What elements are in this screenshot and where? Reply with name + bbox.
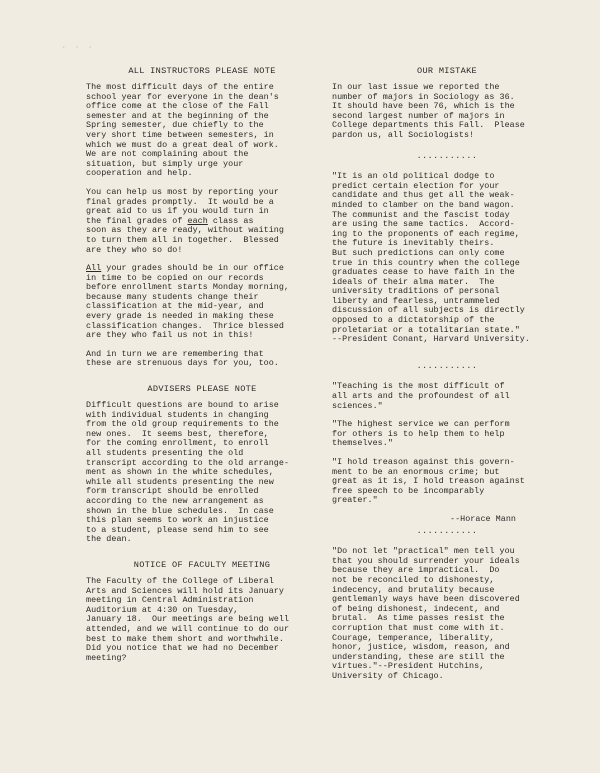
- text-line: situation, but simply urge your: [86, 158, 244, 169]
- text-line: "I hold treason against this govern-: [332, 457, 515, 467]
- text-line: classification at the mid-year, and: [86, 301, 264, 312]
- text-line: office come at the close of the Fall: [86, 101, 269, 112]
- text-line: from the old group requirements to the: [86, 419, 279, 430]
- dotted-separator: ...........: [416, 360, 478, 371]
- mann-attribution: --Horace Mann: [450, 513, 516, 524]
- text-line: because they are impractical. Do: [332, 565, 500, 576]
- text-line: Difficult questions are bound to arise: [86, 400, 279, 411]
- text-line: Spring semester, due chiefly to the: [86, 120, 264, 131]
- our-mistake-p1: [332, 83, 562, 141]
- text-line: candidate and thus get all the weak-: [332, 190, 515, 201]
- text-line: indecency, and brutality because: [332, 584, 495, 595]
- text-line: The most difficult days of the entire: [86, 82, 274, 92]
- text-line: very short time between semesters, in: [86, 129, 274, 140]
- text-line: free speech to be incomparably: [332, 485, 485, 496]
- text-line: best to make them short and worthwhile.: [86, 633, 284, 644]
- text-line: not be reconciled to dishonesty,: [332, 574, 495, 585]
- text-line: great aid to us if you would turn in: [86, 206, 269, 217]
- faculty-meeting-p1: [86, 577, 318, 663]
- text-line: school year for everyone in the dean's: [86, 91, 279, 102]
- text-line: form transcript should be enrolled: [86, 486, 259, 497]
- right-column: [332, 66, 562, 681]
- text-line: these are strenuous days for you, too.: [86, 358, 279, 369]
- text-line: University of Chicago.: [332, 670, 444, 681]
- text-line: true in this country when the college: [332, 257, 520, 268]
- text-line: which we must do a great deal of work.: [86, 139, 279, 150]
- text-line: ing to the proponents of each regime,: [332, 228, 520, 239]
- text-line: to turn them all in together. Blessed: [86, 234, 279, 245]
- text-line: are using the same tactics. Accord-: [332, 219, 515, 230]
- text-line: are they who so do!: [86, 244, 183, 255]
- corner-mark: · · ·: [62, 44, 96, 51]
- text-line: themselves.": [332, 438, 393, 449]
- text-line: transcript according to the old arrange-: [86, 457, 290, 468]
- text-line: in time to be copied on our records: [86, 272, 264, 283]
- text-line: meeting in Central Administration: [86, 595, 254, 606]
- text-line: are they who fail us not in this!: [86, 330, 254, 341]
- text-line: of being dishonest, indecent, and: [332, 603, 500, 614]
- text-line: "Teaching is the most difficult of: [332, 381, 505, 392]
- mann-quote-1: [332, 382, 562, 411]
- text-line: It should have been 76, which is the: [332, 101, 515, 112]
- advisers-note-p1: [86, 401, 318, 545]
- text-line: virtues."--President Hutchins,: [332, 661, 485, 672]
- left-column: [86, 66, 318, 663]
- instructors-note-title: ALL INSTRUCTORS PLEASE NOTE: [128, 66, 276, 76]
- instructors-note-p4: [86, 350, 318, 369]
- text-span: your grades should be in our office: [101, 263, 284, 274]
- text-line: all arts and the profoundest of all: [332, 391, 510, 402]
- text-line: with individual students in changing: [86, 409, 269, 420]
- text-line: sciences.": [332, 400, 383, 411]
- advisers-note-title: ADVISERS PLEASE NOTE: [147, 384, 257, 395]
- text-line: while all students presenting the new: [86, 476, 274, 487]
- text-line: minded to clamber on the band wagon.: [332, 199, 515, 210]
- text-line: soon as they are ready, without waiting: [86, 225, 284, 236]
- text-line: The communist and the fascist today: [332, 209, 510, 220]
- our-mistake-title: OUR MISTAKE: [416, 66, 478, 76]
- text-line: "Do not let "practical" men tell you: [332, 546, 515, 557]
- text-line: the dean.: [86, 534, 132, 545]
- text-line: Arts and Sciences will hold its January: [86, 585, 284, 596]
- text-line: semester and at the beginning of the: [86, 110, 269, 121]
- text-line: --President Conant, Harvard University.: [332, 334, 530, 345]
- text-line: attended, and we will continue to do our: [86, 623, 290, 634]
- text-line: liberty and fearless, untrammeled: [332, 295, 500, 306]
- mann-quote-3: [332, 458, 562, 506]
- instructors-note-p3: [86, 264, 318, 341]
- text-line: this plan seems to work an injustice: [86, 515, 269, 526]
- text-line: ment to be an enormous crime; but: [332, 466, 500, 477]
- text-span: the final grades of: [86, 215, 188, 226]
- text-line: to a student, please send him to see: [86, 524, 269, 535]
- text-line: classification changes. Thrice blessed: [86, 320, 284, 331]
- text-line: for others is to help them to help: [332, 428, 505, 439]
- text-line: because many students change their: [86, 291, 259, 302]
- instructors-note-p2: [86, 188, 318, 255]
- text-line: new ones. It seems best, therefore,: [86, 428, 269, 439]
- text-line: that you should surrender your ideals: [332, 555, 520, 566]
- dotted-separator: ...........: [416, 525, 478, 536]
- text-line: pardon us, all Sociologists!: [332, 129, 475, 140]
- text-line: every grade is needed in making these: [86, 311, 274, 322]
- dotted-separator: ...........: [416, 150, 478, 161]
- text-line: meeting?: [86, 652, 127, 663]
- text-line: We are not complaining about the: [86, 149, 249, 160]
- text-line: Courage, temperance, liberality,: [332, 632, 495, 643]
- text-line: opposed to a dictatorship of the: [332, 315, 495, 326]
- text-line: before enrollment starts Monday morning,: [86, 282, 290, 293]
- text-line: all students presenting the old: [86, 448, 244, 458]
- text-span: class as: [207, 215, 254, 226]
- text-line: for the coming enrollment, to enroll: [86, 438, 269, 449]
- text-line: honor, justice, wisdom, reason, and: [332, 642, 510, 653]
- faculty-meeting-title: NOTICE OF FACULTY MEETING: [133, 559, 271, 570]
- text-line: proletariat or a totalitarian state.": [332, 324, 520, 335]
- text-line: Did you notice that we had no December: [86, 643, 279, 654]
- conant-quote: [332, 172, 562, 345]
- text-line: final grades promptly. It would be a: [86, 196, 274, 207]
- text-line: "It is an old political dodge to: [332, 171, 495, 182]
- text-line: university traditions of personal: [332, 286, 500, 297]
- text-line: understanding, these are still the: [332, 651, 505, 662]
- underlined-word: each: [187, 215, 208, 226]
- text-line: cooperation and help.: [86, 168, 193, 179]
- text-line: graduates cease to have faith in the: [332, 267, 515, 278]
- text-line: brutal. As time passes resist the: [332, 613, 505, 624]
- text-line: number of majors in Sociology as 36.: [332, 91, 515, 102]
- text-line: shown in the blue schedules. In case: [86, 505, 274, 516]
- text-line: ideals of their alma mater. The: [332, 276, 495, 287]
- text-line: But such predictions can only come: [332, 247, 505, 258]
- text-line: discussion of all subjects is directly: [332, 305, 525, 316]
- text-line: In our last issue we reported the: [332, 82, 500, 92]
- text-line: And in turn we are remembering that: [86, 348, 264, 359]
- text-line: corruption that must come with it.: [332, 622, 505, 633]
- text-line: the future is inevitably theirs.: [332, 238, 495, 249]
- text-line: second largest number of majors in: [332, 110, 505, 121]
- text-line: The Faculty of the College of Liberal: [86, 575, 274, 586]
- text-line: January 18. Our meetings are being well: [86, 614, 290, 625]
- text-line: "The highest service we can perform: [332, 419, 510, 430]
- text-line: Auditorium at 4:30 on Tuesday,: [86, 604, 239, 615]
- text-line: You can help us most by reporting your: [86, 186, 279, 197]
- text-line: according to the new arrangement as: [86, 495, 264, 506]
- text-line: College departments this Fall. Please: [332, 120, 525, 131]
- hutchins-quote: [332, 547, 562, 681]
- mann-quote-2: [332, 420, 562, 449]
- text-line: predict certain election for your: [332, 180, 500, 191]
- instructors-note-p1: [86, 83, 318, 179]
- text-line: greater.": [332, 495, 378, 506]
- text-line: gentlemanly ways have been discovered: [332, 594, 520, 605]
- text-line: great as it is, I hold treason against: [332, 476, 525, 487]
- text-line: ment as shown in the white schedules,: [86, 467, 274, 478]
- underlined-word: All: [86, 263, 102, 274]
